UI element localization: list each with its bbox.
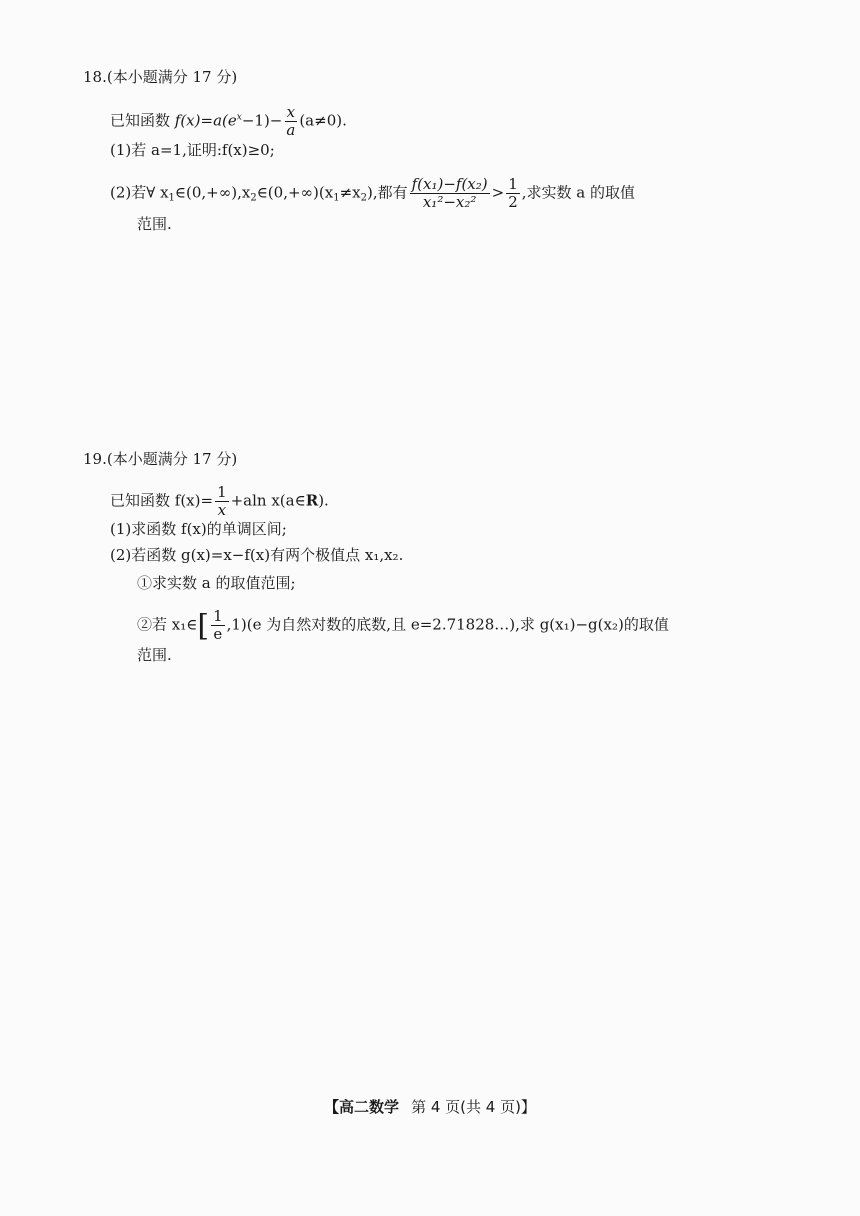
subscript-1: 1 — [333, 192, 340, 204]
problem-18-part1: (1)若 a=1,证明:f(x)≥0; — [110, 141, 275, 159]
footer-page-number: 第 4 页(共 4 页)】 — [411, 1098, 536, 1116]
intro-suffix: +aln x(a∈ — [230, 491, 306, 510]
left-bracket: [ — [197, 608, 210, 644]
fraction-x-over-a — [284, 104, 297, 139]
part2-tail: ,求实数 a 的取值 — [521, 183, 636, 202]
problem-18-header: 18.(本小题满分 17 分) — [83, 68, 238, 86]
intro-prefix: 已知函数 f(x)= — [110, 491, 214, 510]
real-numbers-symbol: R — [305, 491, 319, 510]
fraction-one-half — [506, 176, 520, 211]
greater-than: > — [491, 183, 505, 202]
condition: (a≠0). — [299, 111, 347, 130]
problem-19-intro — [110, 484, 329, 519]
ineq-den: x₁²−x₂² — [422, 193, 477, 211]
frac-num: 1 — [217, 483, 227, 501]
q2-rest: (e 为自然对数的底数,且 e=2.71828…),求 g(x₁)−g(x₂)的取值 — [246, 615, 669, 634]
problem-18-part2 — [110, 176, 635, 211]
q2-mid: ,1) — [226, 615, 247, 634]
part2-c: ≠x — [339, 183, 361, 202]
footer-title: 【高二数学 — [324, 1098, 400, 1116]
frac-den: e — [213, 625, 223, 643]
frac-den: x — [217, 501, 227, 519]
f-expr-mid: −1)− — [241, 111, 283, 130]
half-num: 1 — [508, 175, 518, 193]
q2-prefix: ②若 x₁∈ — [137, 615, 198, 634]
ineq-num: f(x₁)−f(x₂) — [411, 175, 488, 193]
subscript-1: 1 — [168, 192, 175, 204]
frac-num: x — [286, 103, 296, 121]
problem-19-header: 19.(本小题满分 17 分) — [83, 450, 238, 468]
exponent-x: x — [236, 112, 242, 123]
fraction-one-over-e — [211, 608, 225, 643]
part2-d: ),都有 — [366, 183, 408, 202]
part2-b: ∈(0,+∞)(x — [256, 183, 334, 202]
problem-19-q2 — [137, 608, 669, 643]
subscript-2: 2 — [360, 192, 367, 204]
part2-prefix: (2)若∀ x — [110, 183, 169, 202]
intro-end: ). — [318, 491, 329, 510]
frac-den: a — [286, 121, 296, 139]
half-den: 2 — [508, 193, 518, 211]
f-expr-lhs: f(x)=a(e — [174, 111, 237, 130]
problem-18-part2-tail: 范围. — [137, 215, 172, 233]
problem-19-part1: (1)求函数 f(x)的单调区间; — [110, 520, 287, 538]
fraction-one-over-x — [215, 484, 229, 519]
part2-a: ∈(0,+∞),x — [174, 183, 251, 202]
subscript-2: 2 — [250, 192, 257, 204]
problem-19-part2: (2)若函数 g(x)=x−f(x)有两个极值点 x₁,x₂. — [110, 546, 404, 564]
difference-quotient-fraction — [410, 176, 490, 211]
page-footer — [0, 1096, 860, 1117]
problem-19-q1: ①求实数 a 的取值范围; — [137, 574, 296, 592]
problem-19-q2-tail: 范围. — [137, 646, 172, 664]
intro-text: 已知函数 — [110, 111, 175, 130]
problem-18-intro — [110, 104, 347, 139]
frac-num: 1 — [213, 607, 223, 625]
